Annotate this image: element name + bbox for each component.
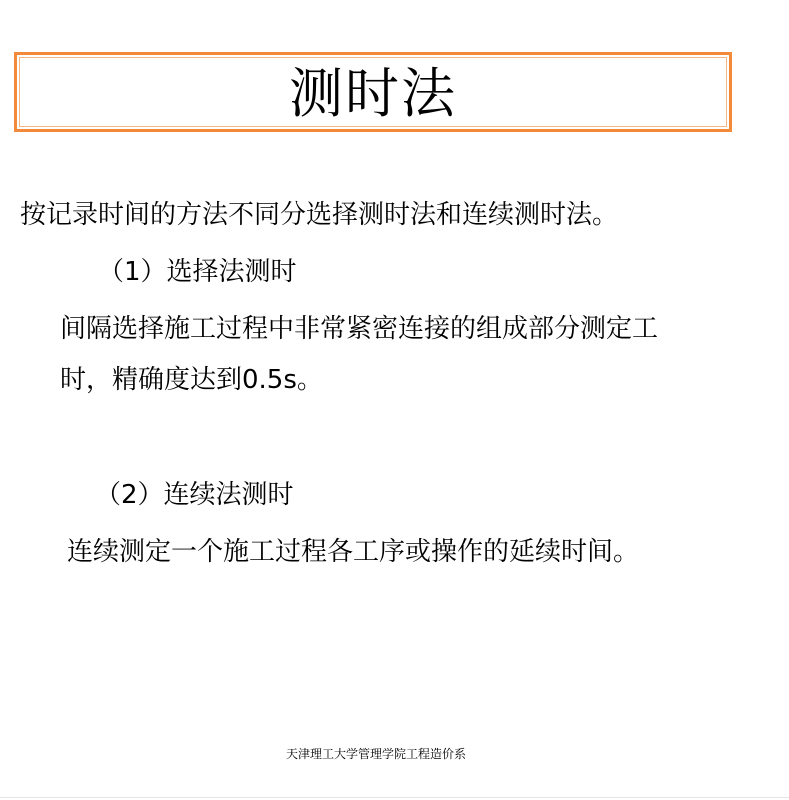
section1-body-line2: 时，精确度达到0.5s。: [60, 365, 323, 395]
intro-text: 按记录时间的方法不同分选择测时法和连续测时法。: [20, 200, 619, 230]
footer-text: 天津理工大学管理学院工程造价系: [285, 747, 466, 761]
section1-heading: （1）选择法测时: [98, 257, 297, 287]
section2-heading: （2）连续法测时: [95, 480, 294, 510]
bottom-divider: [0, 797, 789, 798]
slide-title: 测时法: [289, 62, 457, 125]
title-box: [14, 52, 732, 132]
section2-body: 连续测定一个施工过程各工序或操作的延续时间。: [67, 537, 640, 567]
section1-body-line1: 间隔选择施工过程中非常紧密连接的组成部分测定工: [60, 314, 659, 344]
